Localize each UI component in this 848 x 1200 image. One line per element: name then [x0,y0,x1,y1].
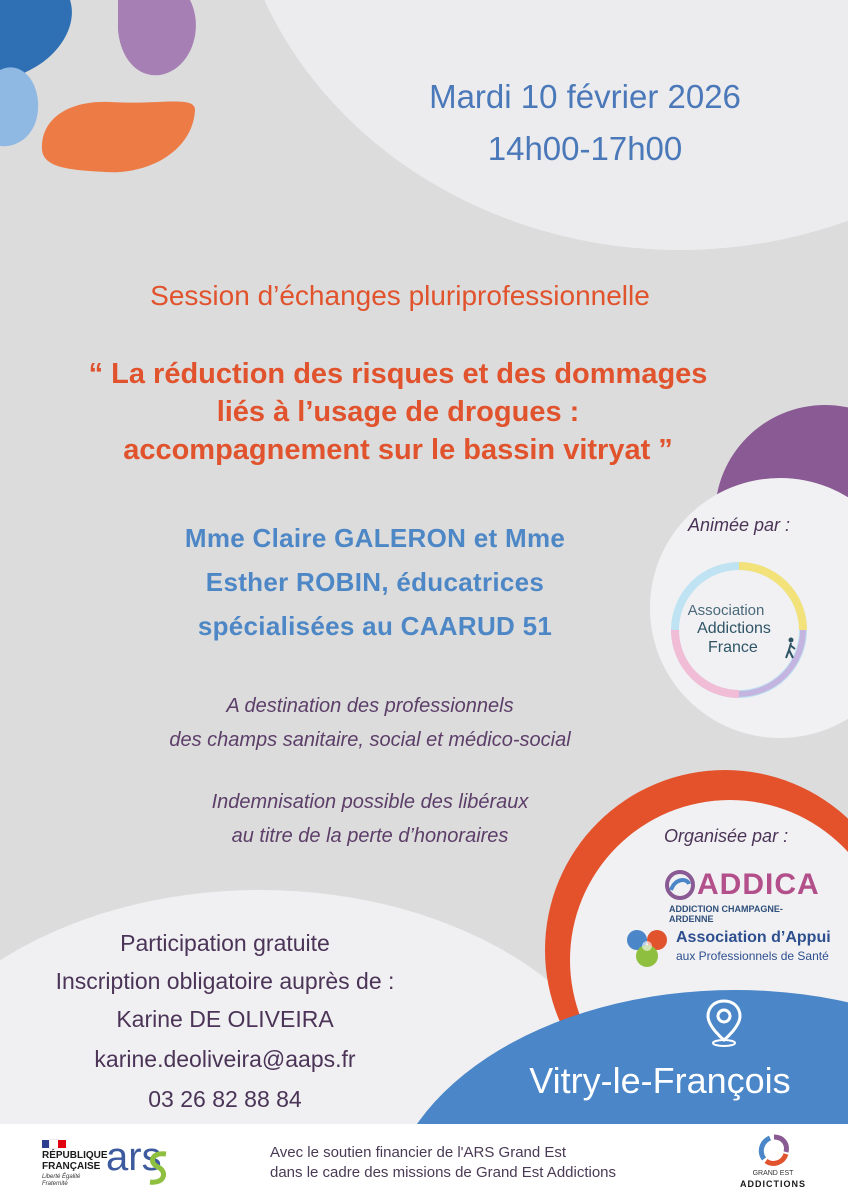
addica-logo [663,868,820,924]
aaps-name: Association d’Appui [676,929,831,946]
event-title-line-2: liés à l’usage de drogues : [216,396,580,428]
gea-line-1: GRAND EST [752,1170,794,1177]
decor-top-circle [230,0,848,250]
contact-name: Karine DE OLIVEIRA [116,1006,334,1032]
walking-person-icon [784,637,798,659]
event-title-line-3: accompagnement sur le bassin vitryat ” [123,434,673,466]
addica-swirl-icon [665,870,695,900]
logo-association-text: Association [687,602,765,619]
event-city: Vitry-le-François [529,1060,791,1101]
addica-name: ADDICA [697,868,820,901]
aaps-logo [624,926,834,972]
aaps-subtitle: aux Professionnels de Santé [676,949,829,963]
support-line-2: dans le cadre des missions de Grand Est Addictions [270,1164,617,1181]
logo-addictions-text: Addictions [697,620,771,637]
contact-email[interactable]: karine.deoliveira@aaps.fr [94,1046,356,1072]
french-flag-icon [42,1140,66,1148]
rf-motto: Liberté Égalité Fraternité [42,1174,81,1187]
compensation-line-1: Indemnisation possible des libéraux [211,791,529,813]
registration-required: Inscription obligatoire auprès de : [55,968,395,994]
participation-free: Participation gratuite [120,930,330,956]
speakers-line-1: Mme Claire GALERON et Mme [184,523,566,553]
organized-by-label: Organisée par : [664,826,789,846]
audience-line-1: A destination des professionnels [226,695,514,717]
aaps-people-icon [624,926,670,970]
addica-subtitle: ADDICTION CHAMPAGNE-ARDENNE [669,904,783,924]
event-title-line-1: “ La réduction des risques et des dommages [88,358,708,390]
audience-line-2: des champs sanitaire, social et médico-social [169,729,571,751]
rf-line-1: RÉPUBLIQUE [42,1150,108,1161]
footer [0,1124,848,1200]
event-date: Mardi 10 février 2026 [429,78,741,115]
support-line-1: Avec le soutien financier de l'ARS Grand Est [270,1144,567,1161]
compensation-line-2: au titre de la perte d’honoraires [231,825,509,847]
ars-s-leaf-icon [146,1150,170,1186]
hosted-by-label: Animée par : [688,515,791,535]
event-time: 14h00-17h00 [487,130,683,167]
contact-phone[interactable]: 03 26 82 88 84 [148,1086,302,1112]
addictions-france-logo [664,555,814,705]
session-type: Session d’échanges pluriprofessionnelle [150,280,650,311]
decor-petals-graphic [0,0,210,180]
logo-france-text: France [708,639,758,656]
rf-line-2: FRANÇAISE [42,1161,101,1172]
location-pin-icon [704,998,744,1048]
ars-logo-text: ars [106,1135,162,1179]
grand-est-addictions-swirl-icon [757,1134,791,1168]
speakers-line-2: Esther ROBIN, éducatrices [205,567,545,597]
speakers-line-3: spécialisées au CAARUD 51 [197,611,553,641]
gea-line-2: ADDICTIONS [740,1179,806,1189]
